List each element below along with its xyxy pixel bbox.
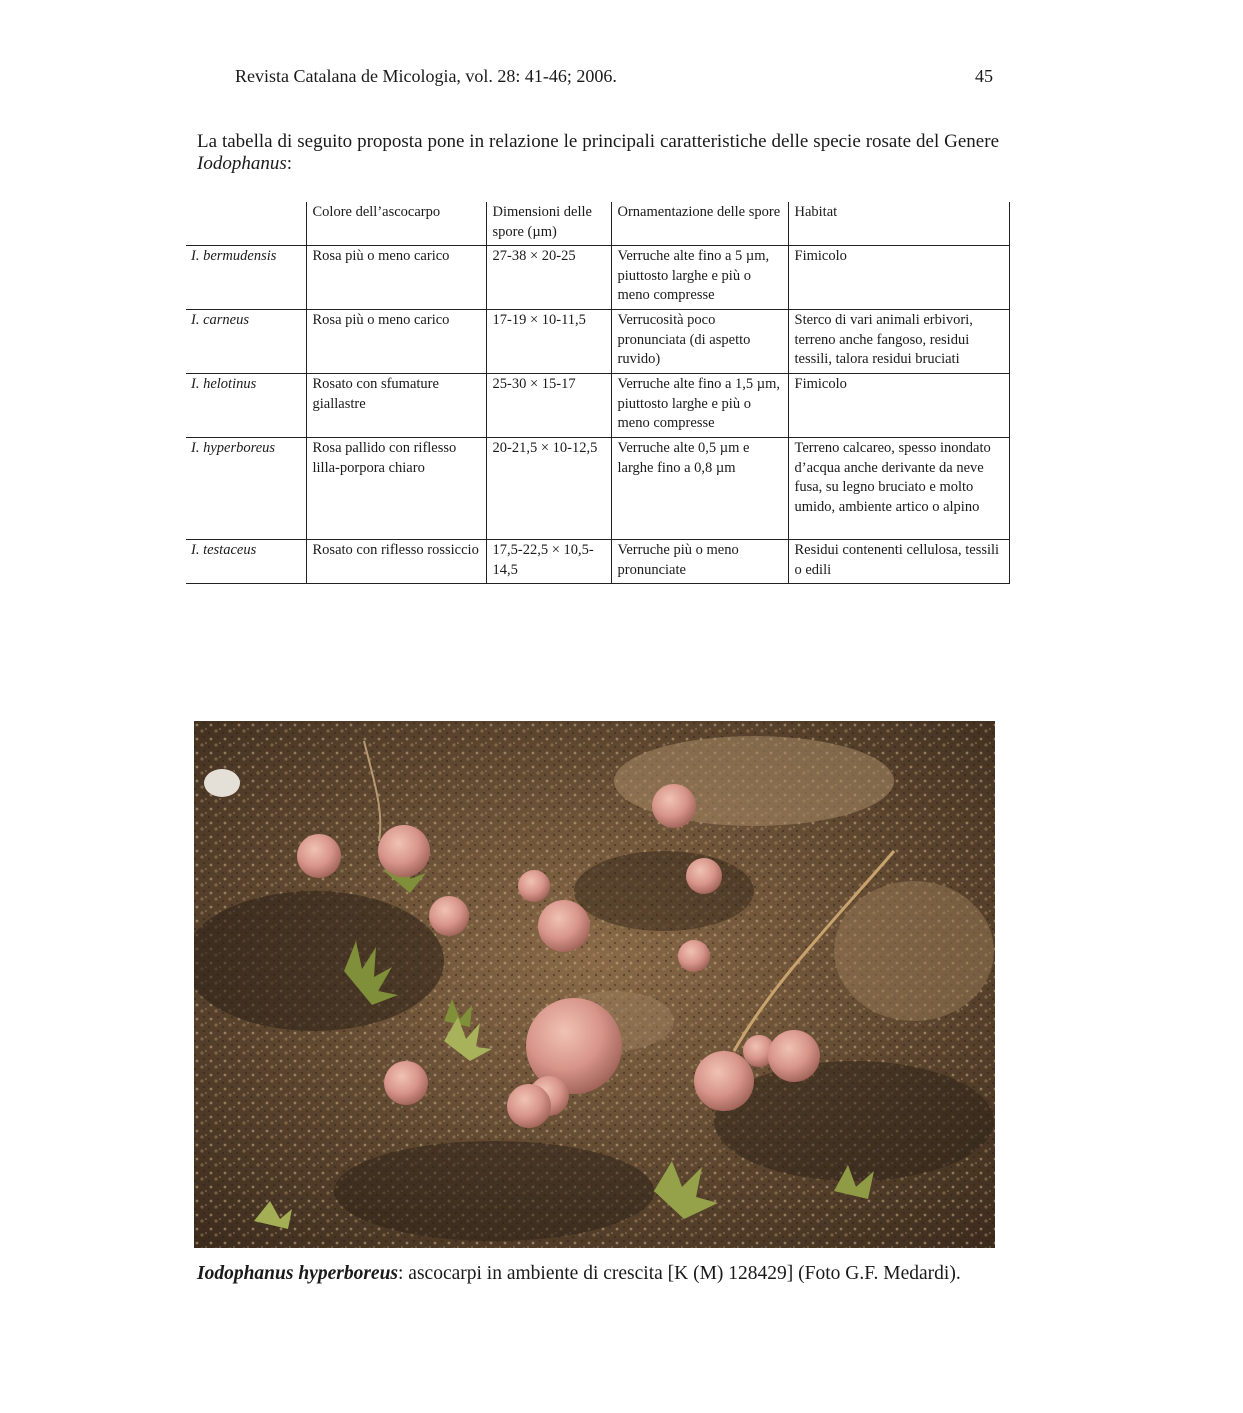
- spore-ornamentation: Verruche più o meno pronunciate: [611, 540, 788, 584]
- ascocarp-color: Rosa pallido con riflesso lilla-porpora chiaro: [306, 438, 486, 540]
- soil-clump: [834, 881, 994, 1021]
- intro-colon: :: [286, 153, 293, 174]
- species-name: I. hyperboreus: [186, 438, 306, 540]
- header-habitat: Habitat: [788, 202, 1009, 246]
- ascocarp: [694, 1051, 754, 1111]
- spore-size: 25-30 × 15-17: [486, 374, 611, 438]
- soil-shadow: [194, 891, 444, 1031]
- ascocarp: [652, 784, 696, 828]
- spore-size: 17-19 × 10-11,5: [486, 310, 611, 374]
- table-row: [186, 310, 1009, 374]
- table-row: [186, 374, 1009, 438]
- spore-size: 27-38 × 20-25: [486, 246, 611, 310]
- ascocarp: [378, 825, 430, 877]
- journal-citation: Revista Catalana de Micologia, vol. 28: 41-46; 2006.: [235, 66, 617, 86]
- ascocarp: [538, 900, 590, 952]
- ascocarp: [507, 1084, 551, 1128]
- header-spore-size: Dimensioni delle spore (µm): [486, 202, 611, 246]
- ascocarp: [384, 1061, 428, 1105]
- spore-ornamentation: Verruche alte fino a 1,5 µm, piuttosto larghe e più o meno compresse: [611, 374, 788, 438]
- intro-text: La tabella di seguito proposta pone in relazione le principali caratteristiche delle specie rosate del Genere: [197, 131, 999, 152]
- ascocarp: [768, 1030, 820, 1082]
- intro-paragraph: [197, 131, 999, 175]
- header-species: [186, 202, 306, 246]
- table-row: [186, 540, 1009, 584]
- ascocarp-color: Rosa più o meno carico: [306, 246, 486, 310]
- species-comparison-table: [186, 202, 1010, 584]
- spore-ornamentation: Verrucosità poco pronunciata (di aspetto ruvido): [611, 310, 788, 374]
- table-header-row: [186, 202, 1009, 246]
- spore-size: 17,5-22,5 × 10,5-14,5: [486, 540, 611, 584]
- species-name: I. testaceus: [186, 540, 306, 584]
- pebble: [204, 769, 240, 797]
- ascocarp: [678, 940, 710, 972]
- ascocarp: [429, 896, 469, 936]
- caption-text: : ascocarpi in ambiente di crescita [K (M) 128429] (Foto G.F. Medardi).: [398, 1263, 961, 1284]
- habitat: Sterco di vari animali erbivori, terreno anche fangoso, residui tessili, talora residui bruciati: [788, 310, 1009, 374]
- specimen-photo-svg: [194, 721, 995, 1248]
- ascocarp: [297, 834, 341, 878]
- soil-shadow: [334, 1141, 654, 1241]
- header-color: Colore dell’ascocarpo: [306, 202, 486, 246]
- ascocarp: [686, 858, 722, 894]
- habitat: Fimicolo: [788, 374, 1009, 438]
- page-number: 45: [975, 66, 993, 86]
- caption-species: Iodophanus hyperboreus: [197, 1263, 399, 1284]
- soil-shadow: [574, 851, 754, 931]
- header-ornamentation: Ornamentazione delle spore: [611, 202, 788, 246]
- ascocarp-color: Rosato con riflesso rossiccio: [306, 540, 486, 584]
- species-name: I. bermudensis: [186, 246, 306, 310]
- habitat: Terreno calcareo, spesso inondato d’acqua anche derivante da neve fusa, su legno bruciato e molto umido, ambiente artico o alpino: [788, 438, 1009, 540]
- table-row: [186, 246, 1009, 310]
- habitat: Residui contenenti cellulosa, tessili o edili: [788, 540, 1009, 584]
- intro-genus: Iodophanus: [197, 153, 287, 174]
- ascocarp: [518, 870, 550, 902]
- table-row: [186, 438, 1009, 540]
- ascocarp-color: Rosato con sfumature giallastre: [306, 374, 486, 438]
- spore-ornamentation: Verruche alte fino a 5 µm, piuttosto larghe e più o meno compresse: [611, 246, 788, 310]
- habitat: Fimicolo: [788, 246, 1009, 310]
- soil-shadow: [714, 1061, 994, 1181]
- spore-size: 20-21,5 × 10-12,5: [486, 438, 611, 540]
- running-head: [235, 66, 993, 92]
- species-name: I. helotinus: [186, 374, 306, 438]
- photo-caption: [197, 1262, 1007, 1286]
- spore-ornamentation: Verruche alte 0,5 µm e larghe fino a 0,8 µm: [611, 438, 788, 540]
- specimen-photo: [194, 721, 995, 1248]
- ascocarp-color: Rosa più o meno carico: [306, 310, 486, 374]
- species-name: I. carneus: [186, 310, 306, 374]
